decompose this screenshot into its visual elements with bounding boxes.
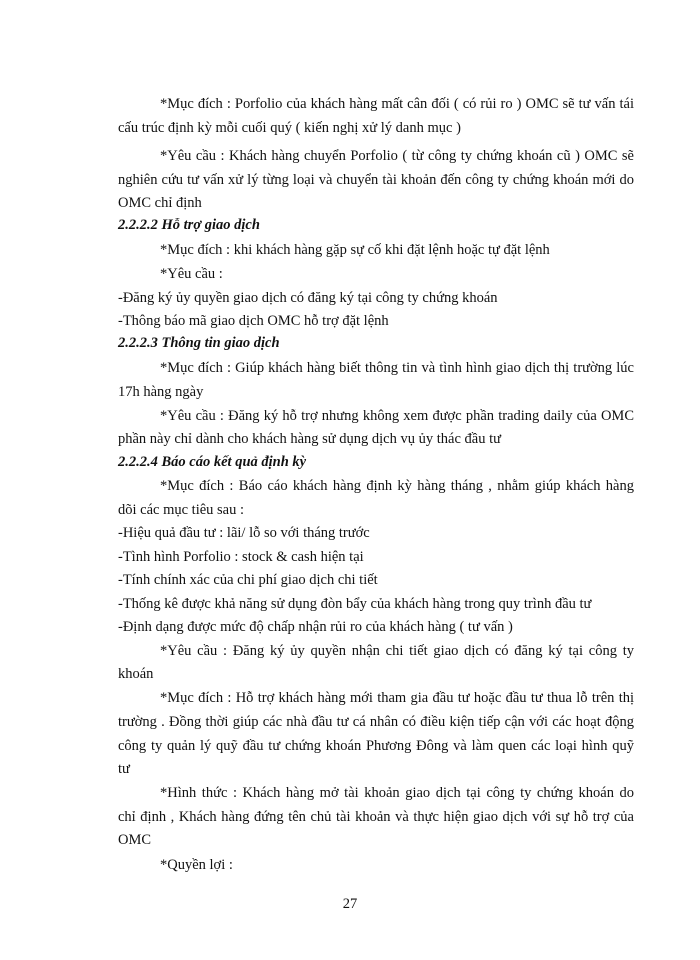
- paragraph-line: dõi các mục tiêu sau :: [118, 502, 245, 518]
- paragraph-line: chỉ định , Khách hàng đứng tên chủ tài khoản và thực hiện giao dịch với sự hỗ trợ của: [118, 809, 634, 825]
- paragraph-line: *Yêu cầu : Khách hàng chuyển Porfolio ( từ công ty chứng khoán cũ ) OMC sẽ: [160, 148, 634, 164]
- paragraph-line: *Hình thức : Khách hàng mở tài khoản giao dịch tại công ty chứng khoán do: [160, 785, 634, 801]
- paragraph-line: tư: [118, 761, 130, 777]
- paragraph-line: *Yêu cầu : Đăng ký ủy quyền nhận chi tiết giao dịch có đăng ký tại công ty: [160, 643, 634, 659]
- paragraph-line: cấu trúc định kỳ mỗi cuối quý ( kiến nghị xử lý danh mục ): [118, 120, 461, 136]
- paragraph-line: *Mục đích : Hỗ trợ khách hàng mới tham gia đầu tư hoặc đầu tư thua lỗ trên thị: [160, 690, 634, 706]
- paragraph-line: *Mục đích : Porfolio của khách hàng mất cân đối ( có rủi ro ) OMC sẽ tư vấn tái: [160, 96, 634, 112]
- paragraph-line: trường . Đồng thời giúp các nhà đầu tư cá nhân có điều kiện tiếp cận với các hoạt động: [118, 714, 634, 730]
- paragraph-line: *Mục đích : Báo cáo khách hàng định kỳ hàng tháng , nhằm giúp khách hàng: [160, 478, 634, 494]
- paragraph-line: 17h hàng ngày: [118, 384, 204, 400]
- paragraph-line: *Quyền lợi :: [160, 857, 233, 873]
- paragraph-line: nghiên cứu tư vấn xử lý từng loại và chuyển tài khoản đến công ty chứng khoán mới do: [118, 172, 634, 188]
- section-heading: 2.2.2.3 Thông tin giao dịch: [118, 335, 280, 351]
- page-number: 27: [342, 896, 358, 912]
- list-item: -Đăng ký ủy quyền giao dịch có đăng ký tại công ty chứng khoán: [118, 290, 498, 306]
- section-heading: 2.2.2.4 Báo cáo kết quả định kỳ: [118, 454, 307, 470]
- paragraph-line: *Yêu cầu : Đăng ký hỗ trợ nhưng không xem được phần trading daily của OMC: [160, 408, 634, 424]
- list-item: -Tính chính xác của chi phí giao dịch chi tiết: [118, 572, 378, 588]
- list-item: -Hiệu quả đầu tư : lãi/ lỗ so với tháng trước: [118, 525, 370, 541]
- paragraph-line: *Mục đích : khi khách hàng gặp sự cố khi đặt lệnh hoặc tự đặt lệnh: [160, 242, 550, 258]
- paragraph-line: *Yêu cầu :: [160, 266, 223, 282]
- paragraph-line: OMC chỉ định: [118, 195, 202, 211]
- paragraph-line: *Mục đích : Giúp khách hàng biết thông tin và tình hình giao dịch thị trường lúc: [160, 360, 634, 376]
- list-item: -Tình hình Porfolio : stock & cash hiện tại: [118, 549, 364, 565]
- paragraph-line: công ty quản lý quỹ đầu tư chứng khoán Phương Đông và làm quen các loại hình quỹ: [118, 738, 634, 754]
- list-item: -Định dạng được mức độ chấp nhận rủi ro của khách hàng ( tư vấn ): [118, 619, 513, 635]
- paragraph-line: khoán: [118, 666, 154, 682]
- paragraph-line: phần này chỉ dành cho khách hàng sử dụng dịch vụ ủy thác đầu tư: [118, 431, 501, 447]
- list-item: -Thông báo mã giao dịch OMC hỗ trợ đặt lệnh: [118, 313, 389, 329]
- paragraph-line: OMC: [118, 832, 152, 848]
- section-heading: 2.2.2.2 Hỗ trợ giao dịch: [118, 217, 260, 233]
- list-item: -Thống kê được khả năng sử dụng đòn bẩy của khách hàng trong quy trình đầu tư: [118, 596, 592, 612]
